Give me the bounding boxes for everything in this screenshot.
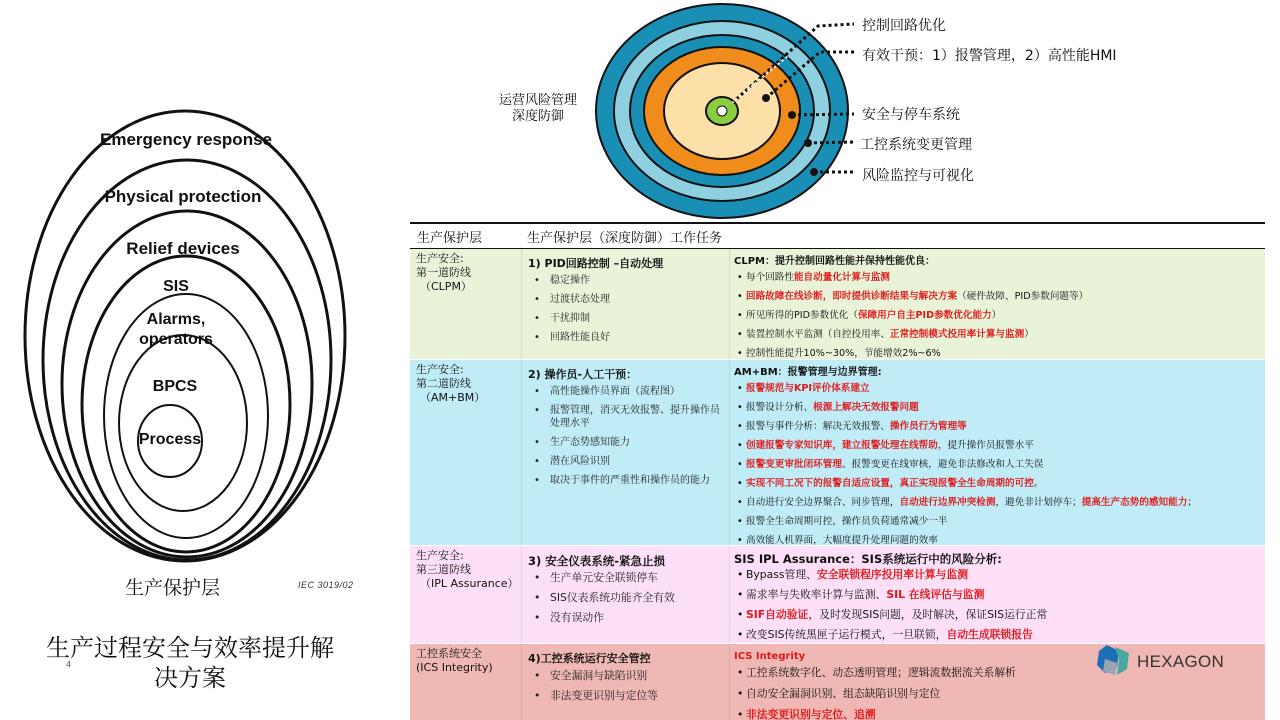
task-item: • 干扰抑制 [528,312,725,325]
hexagon-logo-mark [1095,643,1135,677]
detail-item [734,401,1261,414]
detail-segment: 报警变更审批闭环管理 [746,459,842,470]
detail-cell [730,249,1265,359]
detail-segment: 自动安全漏洞识别、组态缺陷识别与定位 [746,687,941,700]
layer-line1: 工控系统安全 [416,647,482,660]
defense-in-depth-diagram [410,0,1280,222]
hexagon-logo [1095,643,1225,677]
layer-label-alarms: Alarms, operators [139,311,213,348]
task-item: • SIS仪表系统功能齐全有效 [528,591,725,604]
detail-segment: ，避免非计划停车； [995,497,1082,508]
detail-item [734,328,1261,341]
detail-segment: 报警规范与KPI评价体系建立 [746,383,870,394]
detail-segment: 操作员行为管理等 [889,421,967,432]
detail-segment: 正常控制模式投用率计算与监测 [889,329,1025,340]
detail-segment: ，提升操作员报警水平 [937,440,1034,451]
layer-label-sis: SIS [163,278,189,295]
detail-segment: 保障用户自主PID参数优化能力 [857,310,992,321]
callout-risk-monitor: 风险监控与可视化 [862,168,974,184]
layer-abbr: （AM+BM） [420,391,486,404]
detail-head: CLPM：提升控制回路性能并保持性能优良： [734,256,935,267]
detail-segment: 改变SIS传统黑匣子运行模式，一旦联锁， [746,628,947,641]
callout-loop-optimization: 控制回路优化 [862,18,946,34]
detail-segment: SIF自动验证 [746,608,809,621]
task-cell [522,644,730,720]
task-item: • 回路性能良好 [528,331,725,344]
task-head: 1) PID回路控制 –自动处理 [528,257,664,270]
detail-head: ICS Integrity [734,651,806,662]
detail-segment: SIL 在线评估与监测 [886,588,985,601]
layer-line1: 生产安全: [416,363,464,376]
detail-item [734,588,1261,601]
layer-line2: 第一道防线 [416,266,471,279]
detail-segment: 非法变更识别与定位、追溯 [746,708,876,720]
task-list [528,385,725,487]
detail-segment: Bypass管理、 [746,568,817,581]
detail-item [734,458,1261,471]
task-cell [522,249,730,359]
layer-cell [410,360,522,545]
task-item: • 高性能操作员界面（流程图） [528,385,725,398]
detail-item [734,271,1261,284]
detail-item [734,534,1261,547]
detail-segment: 根源上解决无效报警问题 [813,402,919,413]
risk-label-line1: 运营风险管理 [498,93,577,108]
task-item: • 稳定操作 [528,274,725,287]
detail-segment: ； [1187,497,1197,508]
detail-item [734,628,1261,641]
task-head: 4)工控系统运行安全管控 [528,652,651,665]
risk-label-line2: 深度防御 [511,109,564,124]
ring-bpcs [119,335,247,511]
detail-item [734,708,1261,720]
detail-segment: 自动进行安全边界聚合、同步管理， [746,497,900,508]
detail-item [734,687,1261,700]
detail-item [734,309,1261,322]
detail-item [734,477,1261,490]
detail-segment: 控制性能提升10%~30%，节能增效2%~6% [746,348,941,359]
detail-item [734,515,1261,528]
detail-segment: ） [991,310,1002,321]
layer-label-relief: Relief devices [126,239,240,258]
detail-item [734,439,1261,452]
task-cell [522,360,730,545]
layer-cell [410,644,522,720]
layer-abbr: （CLPM） [420,280,472,293]
protection-layers-diagram [0,0,410,720]
task-cell [522,546,730,643]
layer-line2: (ICS Integrity) [416,661,493,674]
detail-segment: 报警全生命周期可控，操作员负荷通常减少一半 [746,516,948,527]
task-list [528,669,725,702]
detail-item [734,568,1261,581]
ring-sis [82,256,290,552]
task-head: 3) 安全仪表系统-紧急止损 [528,554,666,568]
detail-list [734,271,1261,360]
layer-label-bpcs: BPCS [152,378,198,395]
task-list [528,571,725,624]
detail-item [734,420,1261,433]
table-row-ipl [410,546,1265,644]
detail-segment: 高效能人机界面，大幅度提升处理问题的效率 [746,535,938,546]
detail-segment: 所见所得的PID参数优化（ [746,310,858,321]
detail-list [734,568,1261,641]
detail-cell [730,546,1265,643]
detail-segment: ，及时发现SIS问题，及时解决，保证SIS运行正常 [808,608,1048,621]
table-row-clpm [410,249,1265,360]
detail-item [734,608,1261,621]
layer-cell [410,249,522,359]
risk-management-label [478,93,598,125]
task-list [528,274,725,344]
task-item: • 生产态势感知能力 [528,436,725,449]
detail-segment: 创建报警专家知识库，建立报警处理在线帮助 [746,440,938,451]
layer-cell [410,546,522,643]
layer-line2: 第二道防线 [416,377,471,390]
detail-segment: 能自动量化计算与监测 [793,272,890,283]
callout-ics-change: 工控系统变更管理 [860,137,972,153]
iec-reference: IEC 3019/02 [298,580,354,590]
task-item: • 安全漏洞与缺陷识别 [528,669,725,682]
detail-item [734,496,1261,509]
detail-item [734,347,1261,360]
detail-segment: ） [1024,329,1034,340]
detail-cell [730,360,1265,545]
hexagon-logo-text: HEXAGON [1137,652,1225,671]
detail-segment: 每个回路性 [746,272,794,283]
task-item: • 非法变更识别与定位等 [528,689,725,702]
table-header [410,224,1265,249]
header-layer: 生产保护层 [417,230,483,246]
detail-segment: （硬件故障、PID参数问题等） [957,291,1089,302]
detail-list [734,382,1261,547]
detail-segment: 实现不同工况下的报警自适应设置，真正实现报警全生命周期的可控 [746,478,1034,489]
detail-segment: 工控系统数字化、动态透明管理；逻辑流数据流关系解析 [746,666,1016,679]
layer-line2: 第三道防线 [416,563,471,576]
detail-item [734,382,1261,395]
layer-abbr: （IPL Assurance） [420,577,519,590]
detail-segment: 回路故障在线诊断，即时提供诊断结果与解决方案 [746,291,958,302]
protection-layers-caption: 生产保护层 [125,577,221,599]
layer-line1: 生产安全: [416,549,464,562]
detail-segment: 自动生成联锁报告 [946,628,1033,641]
task-item: • 取决于事件的严重性和操作员的能力 [528,474,725,487]
detail-segment: 提高生产态势的感知能力 [1081,497,1188,508]
detail-item [734,290,1261,303]
task-head: 2) 操作员-人工干预： [528,368,638,381]
onion-rings [0,0,410,720]
detail-segment: 。 [1033,478,1044,489]
detail-head: SIS IPL Assurance：SIS系统运行中的风险分析: [734,552,1002,566]
layer-label-process: Process [138,431,202,448]
detail-segment: 装置控制水平监测（自控投用率、 [746,329,890,340]
task-item: • 生产单元安全联锁停车 [528,571,725,584]
header-tasks: 生产保护层（深度防御）工作任务 [527,230,723,246]
table-row-ambm [410,360,1265,546]
detail-segment: 自动进行边界冲突检测 [899,497,996,508]
task-item: • 过渡状态处理 [528,293,725,306]
layer-label-emergency: Emergency response [100,130,272,149]
detail-segment: 、报警变更在线审核，避免非法修改和人工失误 [841,459,1044,470]
detail-segment: 报警设计分析、 [746,402,814,413]
page-number: 4 [66,660,72,669]
task-item: • 潜在风险识别 [528,455,725,468]
detail-segment: 需求率与失败率计算与监测、 [746,588,887,601]
task-item: • 没有误动作 [528,611,725,624]
callout-intervention: 有效干预：1）报警管理，2）高性能HMI [862,48,1117,64]
solution-title: 生产过程安全与效率提升解决方案 [46,634,334,692]
callout-sis: 安全与停车系统 [862,107,960,123]
detail-head: AM+BM：报警管理与边界管理: [734,367,882,378]
detail-segment: 报警与事件分析：解决无效报警、 [746,421,890,432]
layer-line1: 生产安全: [416,252,464,265]
layer-label-physical: Physical protection [104,187,262,206]
detail-segment: 安全联锁程序投用率计算与监测 [816,568,969,581]
task-item: • 报警管理，消灭无效报警、提升操作员处理水平 [528,404,725,430]
